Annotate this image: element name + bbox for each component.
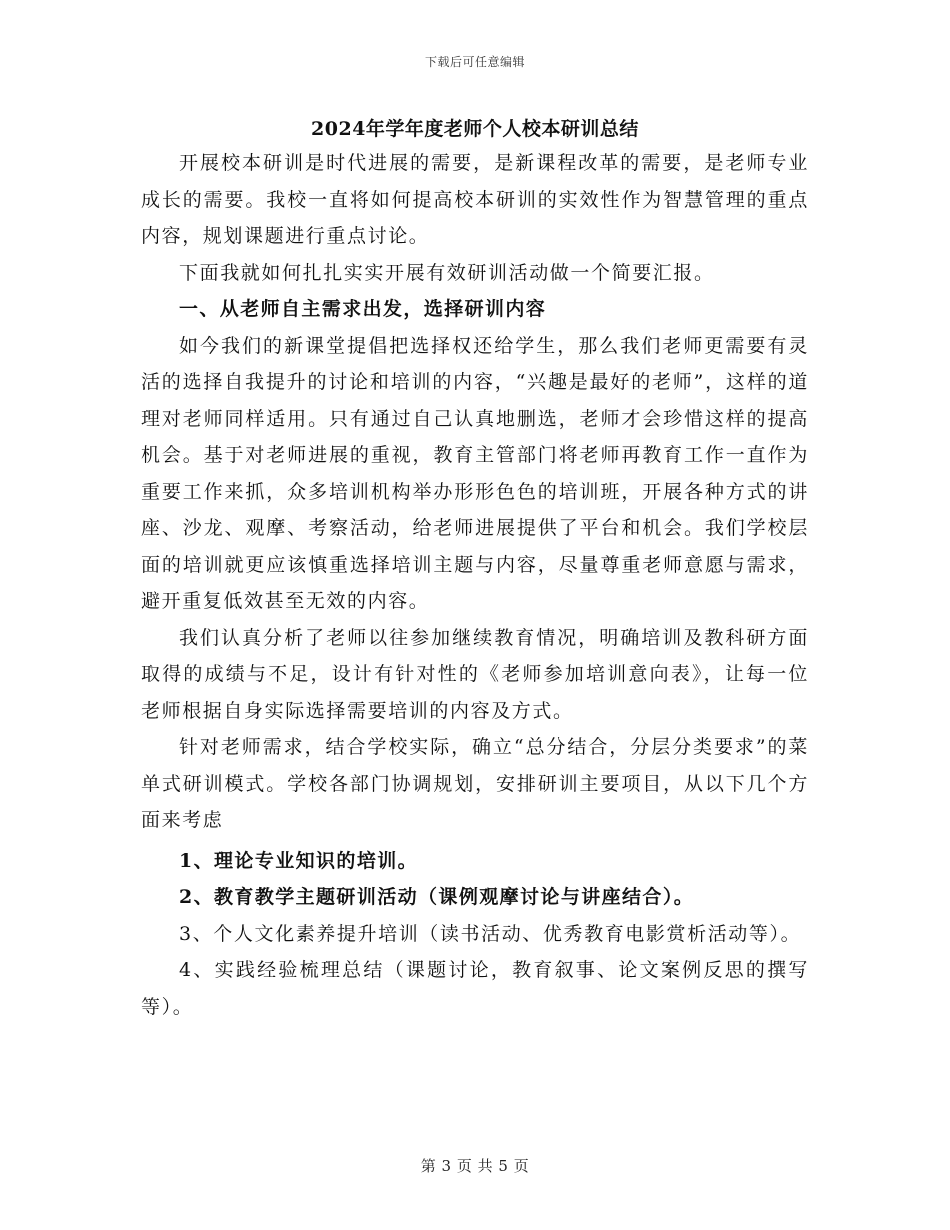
list-item-2: 2、教育教学主题研训活动（课例观摩讨论与讲座结合）。 [179,886,695,908]
paragraph-section-1-a: 如今我们的新课堂提倡把选择权还给学生，那么我们老师更需要有灵活的选择自我提升的讨论和培训的内容，“兴趣是最好的老师”，这样的道理对老师同样适用。只有通过自己认真地删选，老师才会珍惜这样的提高机会。基于对老师进展的重视，教育主管部门将老师再教育工作一直作为重要工作来抓，众多培训机构举办形形色色的培训班，开展各种方式的讲座、沙龙、观摩、考察活动，给老师进展提供了平台和机会。我们学校层面的培训就更应该慎重选择培训主题与内容，尽量尊重老师意愿与需求，避开重复低效甚至无效的内容。 [141,334,809,612]
paragraph-section-1-c: 针对老师需求，结合学校实际，确立“总分结合，分层分类要求”的菜单式研训模式。学校各部门协调规划，安排研训主要项目，从以下几个方面来考虑 [141,736,809,831]
list-item-3: 3、个人文化素养提升培训（读书活动、优秀教育电影赏析活动等）。 [179,922,802,945]
paragraph-intro: 开展校本研训是时代进展的需要，是新课程改革的需要，是老师专业成长的需要。我校一直将如何提高校本研训的实效性作为智慧管理的重点内容，规划课题进行重点讨论。 [141,152,809,247]
list-item-4: 4、实践经验梳理总结（课题讨论，教育叙事、论文案例反思的撰写等）。 [141,959,809,1018]
document-body [141,145,809,1025]
paragraph-section-1-b: 我们认真分析了老师以往参加继续教育情况，明确培训及教科研方面取得的成绩与不足，设计有针对性的《老师参加培训意向表》，让每一位老师根据自身实际选择需要培训的内容及方式。 [141,626,809,722]
section-heading-1: 一、从老师自主需求出发，选择研训内容 [179,298,547,320]
paragraph-overview: 下面我就如何扎扎实实开展有效研训活动做一个简要汇报。 [179,261,715,284]
page-number: 第 3 页 共 5 页 [420,1157,530,1175]
document-title: 2024年学年度老师个人校本研训总结 [311,118,639,140]
header-note: 下载后可任意编辑 [424,55,525,69]
list-item-1: 1、理论专业知识的培训。 [179,849,419,872]
